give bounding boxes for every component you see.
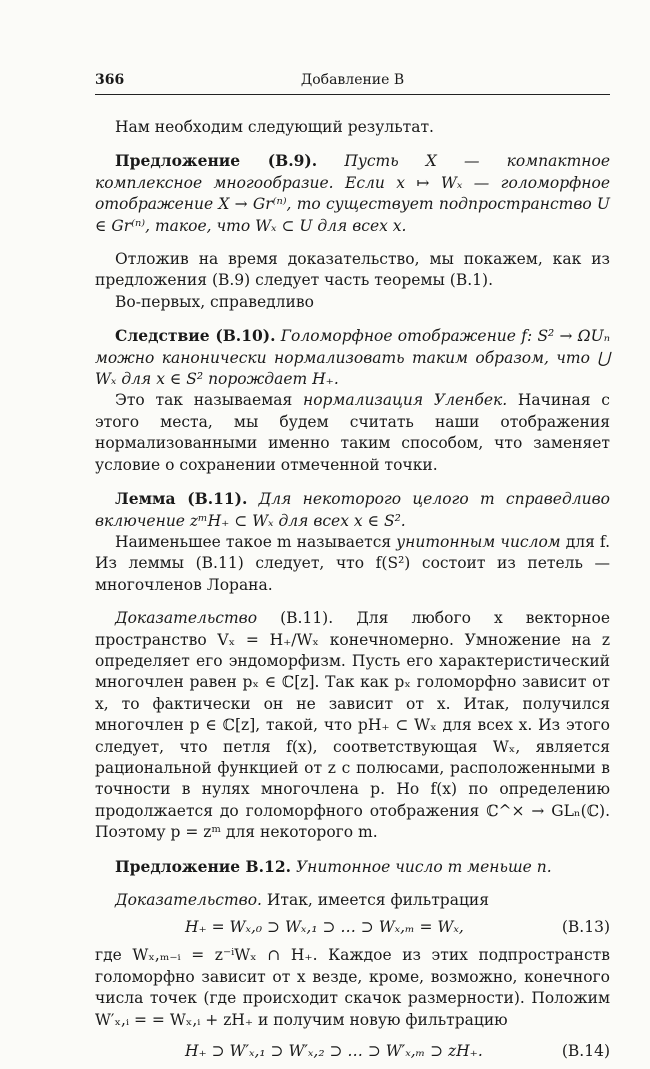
equation-b13-number: (В.13)	[561, 918, 610, 937]
proof-b12-text: Итак, имеется фильтрация	[261, 891, 490, 909]
running-title: Добавление В	[300, 72, 405, 88]
paragraph-filtration: где Wₓ,ₘ₋ᵢ = z⁻ⁱWₓ ∩ H₊. Каждое из этих подпространств голоморфно зависит от x везде, кроме, возможно, конечного числа точек (где происходит скачок размерности). Положим W′ₓ,ᵢ = = Wₓ,ᵢ + zH₊ и получим новую фильтрацию	[95, 946, 610, 1029]
unitone-start: Наименьшее такое m называется	[115, 532, 397, 551]
unitone-end: для f. Из леммы (В.11) следует, что f(S²) состоит из петель — многочленов Лорана.	[95, 532, 610, 594]
equation-b14	[95, 1041, 610, 1063]
paragraph-firstly: Во-первых, справедливо	[115, 292, 314, 311]
page-number: 366	[95, 72, 125, 88]
normalization-start: Это так называемая	[115, 391, 304, 410]
normalization-end: Начиная с этого места, мы будем считать наши отображения нормализованными именно таким способом, что заменяет условие о сохранении отмеченной точки.	[95, 391, 610, 474]
corollary-b10	[95, 325, 610, 390]
corollary-b10-label: Следствие (В.10).	[115, 326, 276, 346]
intro-paragraph: Нам необходим следующий результат.	[115, 118, 434, 136]
equation-b14-number: (В.14)	[561, 1042, 610, 1061]
unitone-term: унитонным числом	[396, 532, 561, 551]
normalization-term: нормализация Уленбек.	[303, 391, 508, 410]
proposition-b9-text: Пусть X — компактное комплексное многообразие. Если x ↦ Wₓ — голоморфное отображение X → Gr⁽ⁿ⁾, то существует подпространство U ∈ Gr⁽ⁿ⁾, такое, что Wₓ ⊂ U для всех x.	[95, 152, 610, 235]
proposition-b9	[95, 150, 610, 237]
paragraph-deferral: Отложив на время доказательство, мы покажем, как из предложения (В.9) следует часть теоремы (В.1).	[95, 250, 610, 290]
corollary-b10-text: Голоморфное отображение f: S² → ΩUₙ можно канонически нормализовать таким образом, что ⋃ Wₓ для x ∈ S² порождает H₊.	[95, 327, 610, 389]
lemma-b11-text: Для некоторого целого m справедливо включение zᵐH₊ ⊂ Wₓ для всех x ∈ S².	[95, 490, 610, 530]
proposition-b12	[95, 856, 610, 878]
equation-b14-body: H₊ ⊃ W′ₓ,₁ ⊃ W′ₓ,₂ ⊃ … ⊃ W′ₓ,ₘ ⊃ zH₊.	[185, 1042, 483, 1061]
proof-b11	[95, 608, 610, 843]
proposition-b12-label: Предложение В.12.	[115, 856, 292, 876]
equation-b13-body: H₊ = Wₓ,₀ ⊃ Wₓ,₁ ⊃ … ⊃ Wₓ,ₘ = Wₓ,	[185, 918, 464, 937]
equation-b13	[95, 917, 610, 939]
proof-b11-text: (В.11). Для любого x векторное пространство Vₓ = H₊/Wₓ конечномерно. Умножение на z определяет его эндоморфизм. Пусть его характеристический многочлен равен pₓ ∈ ℂ[z]. Так как pₓ голоморфно зависит от x, то фактически он не зависит от x. Итак, получился многочлен p ∈ ℂ[z], такой, что pH₊ ⊂ Wₓ для всех x. Из этого следует, что петля f(x), соответствующая Wₓ, является рациональной функцией от z с полюсами, расположенными в точности в нулях многочлена p. Но f(x) по определению продолжается до голоморфного отображения ℂ^× → GLₙ(ℂ). Поэтому p = zᵐ для некоторого m.	[95, 609, 610, 842]
proposition-b9-label: Предложение (В.9).	[115, 151, 318, 171]
paragraph-unitone	[95, 532, 610, 596]
proof-b11-label: Доказательство	[115, 609, 258, 628]
proof-b12	[95, 890, 610, 911]
page-body	[95, 117, 610, 1063]
lemma-b11	[95, 488, 610, 532]
lemma-b11-label: Лемма (В.11).	[115, 489, 248, 509]
page	[95, 72, 610, 1069]
running-header	[95, 72, 610, 95]
proposition-b12-text: Унитонное число m меньше n.	[295, 857, 552, 876]
proof-b12-label: Доказательство.	[115, 891, 262, 909]
paragraph-normalization	[95, 390, 610, 476]
